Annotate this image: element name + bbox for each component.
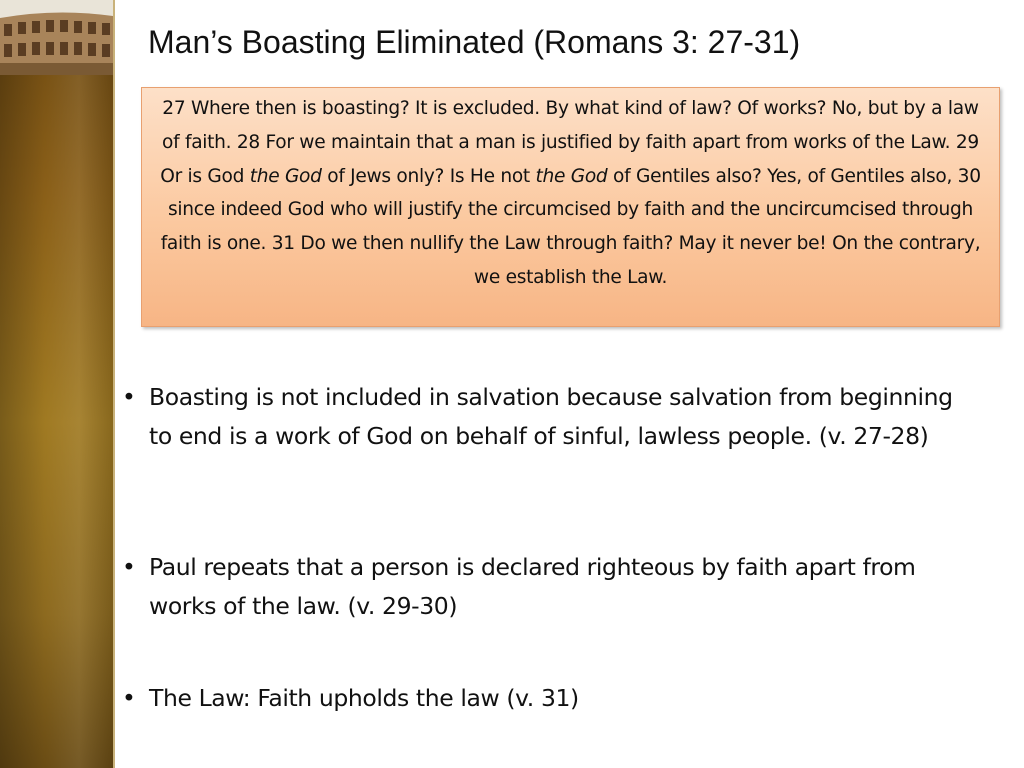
scripture-text-part: of Jews only? Is He not [321,165,536,187]
bullet-text: Boasting is not included in salvation because salvation from beginning to end is a work of God on behalf of sinful, lawless people. (v. 27-28) [149,383,953,450]
bullet-text: Paul repeats that a person is declared righteous by faith apart from works of the law. (v. 29-30) [149,553,916,620]
colosseum-image [0,0,113,75]
scripture-italic: the God [249,165,322,187]
slide-title: Man’s Boasting Eliminated (Romans 3: 27-31) [148,24,801,60]
bullet-dot: • [122,553,136,581]
decorative-sidebar [0,0,115,768]
bullet-dot: • [122,684,136,712]
bullet-dot: • [122,383,136,411]
sidebar-texture [0,0,113,768]
scripture-italic: the God [535,165,608,187]
scripture-text-part: of Gentiles also? Yes, of Gentiles also, 30 since indeed God who will justify the circumcised by faith and the uncircumcised through faith is one. 31 Do we then nullify the Law through faith? May it never be! On the contrary, we establish the Law. [160,165,981,288]
bullet-text: The Law: Faith upholds the law (v. 31) [149,684,579,712]
scripture-text-part: 27 Where then is boasting? It is excluded. By what kind of law? Of works? No, but by a law of faith. 28 For we maintain that a man is justified by faith apart from works of the Law. 29 Or is God [160,98,979,187]
scripture-box [141,87,1000,327]
